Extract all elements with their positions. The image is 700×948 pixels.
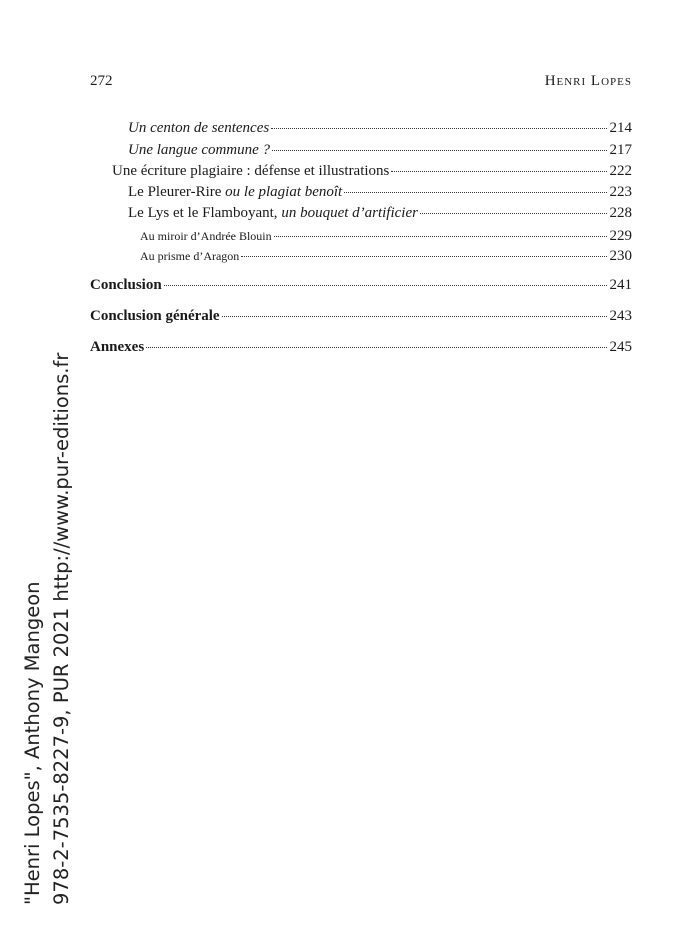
toc-entry-annexes[interactable] (90, 339, 632, 359)
dot-leader (274, 236, 607, 237)
dot-leader (241, 256, 606, 257)
watermark-line-2: 978-2-7535-8227-9, PUR 2021 http://www.pur-editions.fr (50, 352, 73, 905)
page-number: 272 (90, 73, 113, 89)
toc-entry-pleurer-rire[interactable] (128, 184, 632, 204)
dot-leader (391, 171, 606, 172)
toc-entry-lys-flamboyant[interactable] (128, 205, 632, 225)
dot-leader (272, 150, 606, 151)
toc-entry-title: Conclusion (90, 277, 162, 293)
toc-entry-title: Conclusion générale (90, 308, 220, 324)
toc-entry-conclusion-generale[interactable] (90, 308, 632, 328)
toc-entry-page: 245 (609, 339, 632, 355)
toc-entry-prisme[interactable] (140, 248, 632, 268)
toc-entry-title: Un centon de sentences (128, 120, 270, 136)
toc-entry-page: 229 (609, 228, 632, 244)
toc-entry-title: Une écriture plagiaire : défense et illustrations (112, 163, 390, 179)
toc-entry-centon[interactable] (128, 120, 632, 140)
dot-leader (271, 128, 606, 129)
toc-entry-title: Au prisme d’Aragon (140, 249, 240, 263)
toc-entry-langue-commune[interactable] (128, 142, 632, 162)
toc-entry-page: 230 (609, 248, 632, 264)
toc-entry-page: 214 (609, 120, 632, 136)
toc-entry-page: 243 (609, 308, 632, 324)
running-head: Henri Lopes (544, 73, 632, 89)
toc-entry-miroir[interactable] (140, 228, 632, 248)
copyright-watermark (18, 353, 76, 905)
dot-leader (222, 316, 607, 317)
toc-entry-page: 222 (609, 163, 632, 179)
dot-leader (146, 347, 606, 348)
toc-entry-page: 241 (609, 277, 632, 293)
dot-leader (344, 192, 606, 193)
dot-leader (164, 285, 607, 286)
toc-entry-page: 228 (609, 205, 632, 221)
toc-entry-title: Une langue commune ? (128, 142, 271, 158)
toc-entry-ecriture-plagiaire[interactable] (112, 163, 632, 183)
toc-entry-title: Le Pleurer-Rire ou le plagiat benoît (128, 184, 343, 200)
toc-entry-title: Au miroir d’Andrée Blouin (140, 229, 272, 243)
dot-leader (420, 213, 607, 214)
watermark-line-1: "Henri Lopes", Anthony Mangeon (21, 581, 44, 905)
toc-entry-title: Le Lys et le Flamboyant, un bouquet d’artificier (128, 205, 418, 221)
toc-entry-conclusion[interactable] (90, 277, 632, 297)
toc-entry-page: 217 (609, 142, 632, 158)
toc-entry-title: Annexes (90, 339, 145, 355)
toc-entry-page: 223 (609, 184, 632, 200)
